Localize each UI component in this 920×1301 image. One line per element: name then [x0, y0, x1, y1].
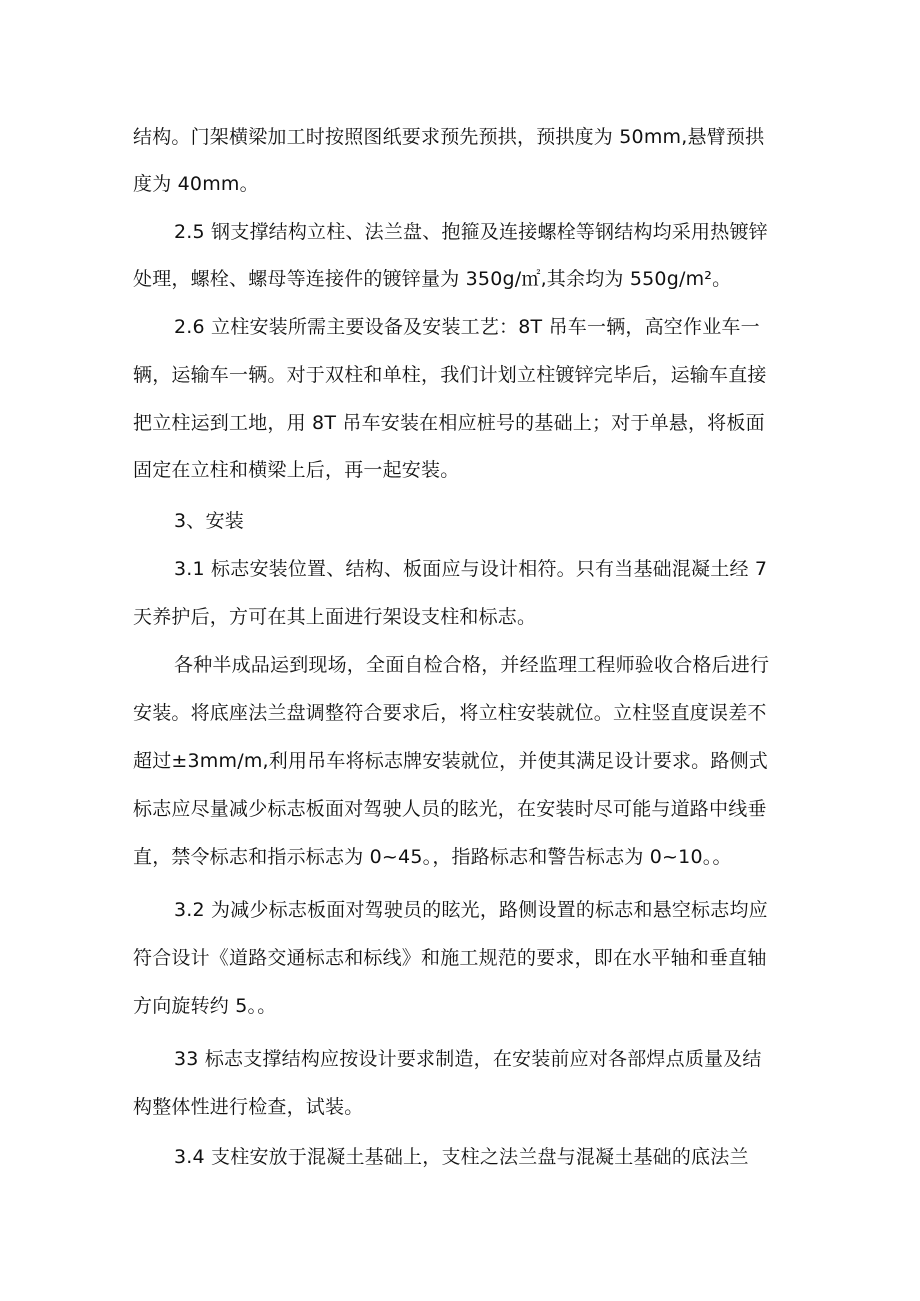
- text-line-3: 2.5 钢支撑结构立柱、法兰盘、抱箍及连接螺栓等钢结构均采用热镀锌: [174, 221, 768, 243]
- text-line-13: 安装。将底座法兰盘调整符合要求后，将立柱安装就位。立柱竖直度误差不: [133, 702, 767, 724]
- text-line-6: 辆，运输车一辆。对于双柱和单柱，我们计划立柱镀锌完毕后，运输车直接: [133, 364, 767, 386]
- text-line-22: 3.4 支柱安放于混凝土基础上，支柱之法兰盘与混凝土基础的底法兰: [174, 1146, 749, 1168]
- text-line-10: 3.1 标志安装位置、结构、板面应与设计相符。只有当基础混凝土经 7: [174, 558, 768, 580]
- text-line-21: 构整体性进行检查，试装。: [133, 1096, 364, 1118]
- text-line-7: 把立柱运到工地，用 8T 吊车安装在相应桩号的基础上；对于单悬，将板面: [133, 412, 765, 434]
- text-line-5: 2.6 立柱安装所需主要设备及安装工艺：8T 吊车一辆，高空作业车一: [174, 316, 760, 338]
- text-line-18: 符合设计《道路交通标志和标线》和施工规范的要求，即在水平轴和垂直轴: [133, 947, 767, 969]
- text-line-9: 3、安装: [174, 510, 244, 532]
- text-line-15: 标志应尽量减少标志板面对驾驶人员的眩光，在安装时尽可能与道路中线垂: [133, 798, 767, 820]
- text-line-2: 度为 40mm。: [133, 173, 259, 195]
- text-line-8: 固定在立柱和横梁上后，再一起安装。: [133, 459, 460, 481]
- text-line-11: 天养护后，方可在其上面进行架设支柱和标志。: [133, 606, 537, 628]
- text-line-19: 方向旋转约 5。。: [133, 995, 277, 1017]
- text-line-16: 直，禁令标志和指示标志为 0~45。，指路标志和警告标志为 0~10。。: [133, 846, 732, 868]
- text-line-12: 各种半成品运到现场，全面自检合格，并经监理工程师验收合格后进行: [174, 654, 770, 676]
- text-line-1: 结构。门架横梁加工时按照图纸要求预先预拱，预拱度为 50mm,悬臂预拱: [133, 126, 765, 148]
- text-line-14: 超过±3mm/m,利用吊车将标志牌安装就位，并使其满足设计要求。路侧式: [133, 750, 768, 772]
- text-line-20: 33 标志支撑结构应按设计要求制造，在安装前应对各部焊点质量及结: [174, 1048, 762, 1070]
- text-line-17: 3.2 为减少标志板面对驾驶员的眩光，路侧设置的标志和悬空标志均应: [174, 899, 768, 921]
- text-line-4: 处理，螺栓、螺母等连接件的镀锌量为 350g/㎡,其余均为 550g/m²。: [133, 268, 732, 290]
